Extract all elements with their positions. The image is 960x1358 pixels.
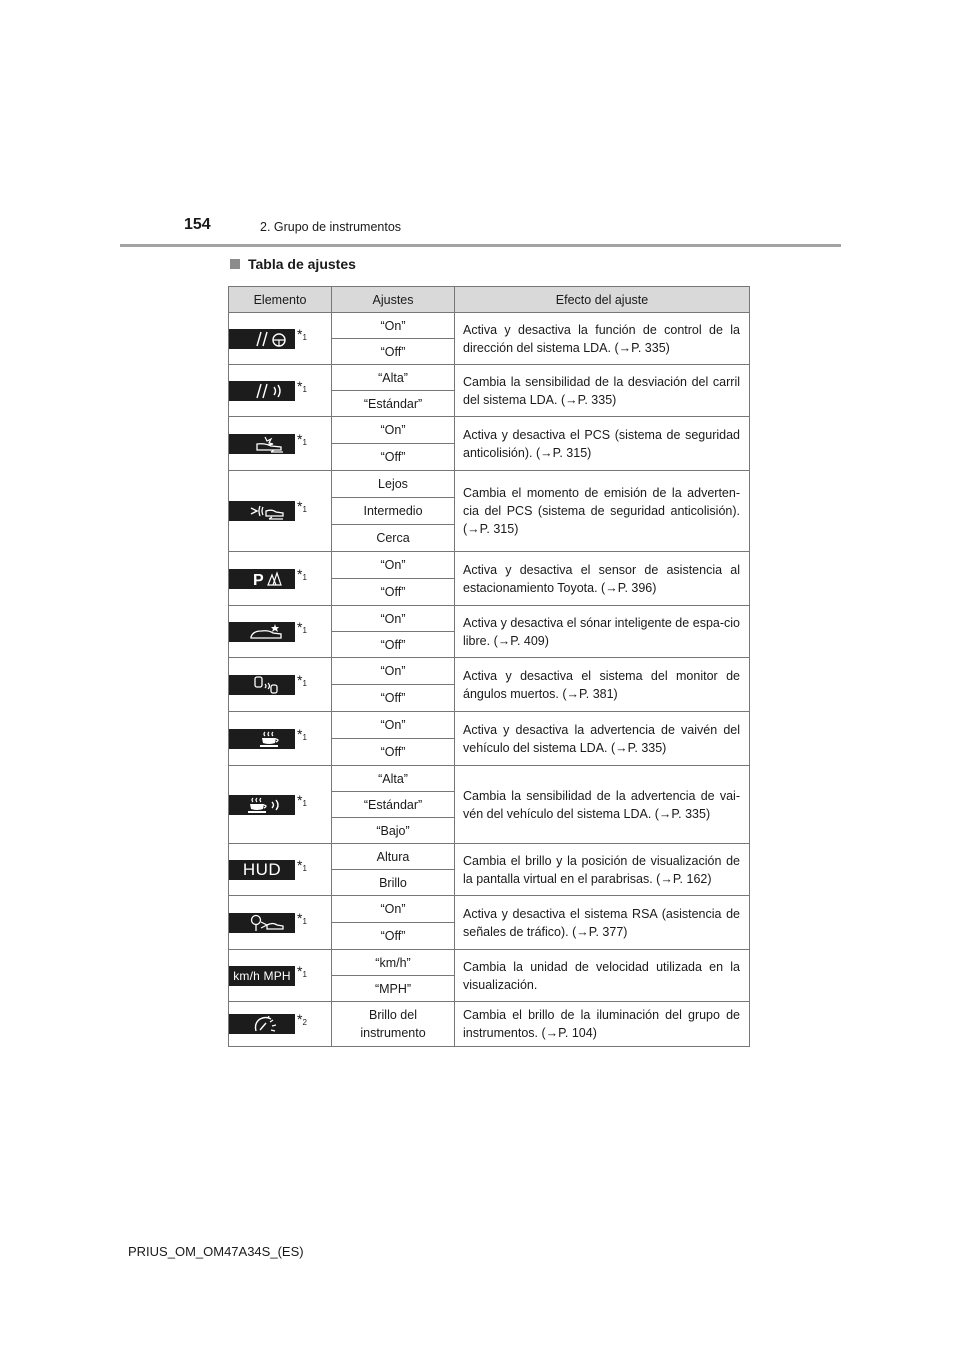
setting-value: “Off”: [332, 579, 455, 606]
element-cell: [229, 417, 332, 471]
effect-cell: Cambia el brillo y la posición de visualización de la pantalla virtual en el parabrisas. (→P. 162): [455, 844, 750, 896]
effect-cell: Cambia la sensibilidad de la advertencia de vai-vén del vehículo del sistema LDA. (→P. 335): [455, 766, 750, 844]
element-cell: [229, 896, 332, 950]
lane-departure-sensitivity-icon: [229, 381, 295, 401]
table-row: [229, 552, 750, 579]
setting-value: “Estándar”: [332, 391, 455, 417]
element-cell: [229, 606, 332, 658]
footnote-marker: $*_1$: [297, 856, 307, 873]
square-bullet-icon: [230, 259, 240, 269]
table-row: [229, 365, 750, 391]
element-cell: [229, 950, 332, 1002]
page-number: 154: [184, 216, 211, 233]
table-row: [229, 658, 750, 685]
setting-value: “On”: [332, 658, 455, 685]
setting-value: “Off”: [332, 739, 455, 766]
hud-icon-label: HUD: [242, 859, 282, 879]
effect-cell: Cambia la sensibilidad de la desviación del carril del sistema LDA. (→P. 335): [455, 365, 750, 417]
column-header-efecto: Efecto del ajuste: [455, 287, 750, 313]
element-cell: [229, 365, 332, 417]
setting-value: “Off”: [332, 632, 455, 658]
section-title: 2. Grupo de instrumentos: [260, 220, 402, 234]
vehicle-sway-coffee-icon: [229, 729, 295, 749]
table-row: [229, 896, 750, 923]
element-cell: [229, 313, 332, 365]
blind-spot-monitor-icon: [229, 675, 295, 695]
effect-cell: Cambia el brillo de la iluminación del grupo de instrumentos. (→P. 104): [455, 1002, 750, 1047]
pre-collision-icon: [229, 434, 295, 454]
footnote-marker: $*_1$: [297, 618, 307, 635]
setting-value: “On”: [332, 313, 455, 339]
element-cell: [229, 658, 332, 712]
footnote-marker: $*_1$: [297, 498, 307, 514]
table-row: [229, 606, 750, 632]
footnote-marker: $*_1$: [297, 430, 307, 447]
element-cell: [229, 844, 332, 896]
footnote-marker: $*_2$: [297, 1011, 307, 1027]
footnote-marker: $*_1$: [297, 791, 307, 808]
setting-value: “On”: [332, 712, 455, 739]
column-header-elemento: Elemento: [229, 287, 332, 313]
setting-value: “Off”: [332, 923, 455, 950]
setting-value: “On”: [332, 552, 455, 579]
table-row: [229, 1002, 750, 1047]
footnote-marker: $*_1$: [297, 909, 307, 926]
lane-departure-steering-icon: [229, 329, 295, 349]
instrument-brightness-icon: [229, 1014, 295, 1034]
effect-cell: Cambia la unidad de velocidad utilizada en la visualización.: [455, 950, 750, 1002]
header-rule: [120, 244, 841, 247]
table-heading-text: Tabla de ajustes: [248, 256, 356, 272]
setting-value: “Off”: [332, 685, 455, 712]
road-sign-assist-icon: [229, 913, 295, 933]
element-cell: [229, 766, 332, 844]
table-row: [229, 313, 750, 339]
table-heading: [230, 256, 356, 272]
table-row: [229, 417, 750, 444]
footnote-marker: $*_1$: [297, 565, 307, 582]
setting-value: “On”: [332, 606, 455, 632]
effect-cell: Activa y desactiva el PCS (sistema de seguridad anticolisión). (→P. 315): [455, 417, 750, 471]
setting-value: “On”: [332, 417, 455, 444]
setting-value: Brillo: [332, 870, 455, 896]
effect-cell: Activa y desactiva la función de control de la dirección del sistema LDA. (→P. 335): [455, 313, 750, 365]
setting-value: “Alta”: [332, 766, 455, 792]
parking-assist-icon: [229, 569, 295, 589]
effect-cell: Activa y desactiva el sónar inteligente de espa-cio libre. (→P. 409): [455, 606, 750, 658]
clearance-sonar-icon: [229, 622, 295, 642]
document-footer: PRIUS_OM_OM47A34S_(ES): [128, 1244, 304, 1259]
element-cell: [229, 471, 332, 552]
element-cell: [229, 712, 332, 766]
speed-unit-icon: [229, 966, 295, 986]
setting-value: “On”: [332, 896, 455, 923]
table-row: [229, 844, 750, 870]
footnote-marker: $*_1$: [297, 377, 307, 394]
setting-value: “MPH”: [332, 976, 455, 1002]
effect-cell: Activa y desactiva el sensor de asistencia al estacionamiento Toyota. (→P. 396): [455, 552, 750, 606]
footnote-marker: $*_1$: [297, 725, 307, 742]
footnote-marker: $*_1$: [297, 671, 307, 688]
setting-value: Lejos: [332, 471, 455, 498]
setting-value: “Off”: [332, 444, 455, 471]
table-row: [229, 471, 750, 498]
setting-value: “Bajo”: [332, 818, 455, 844]
setting-value: “Alta”: [332, 365, 455, 391]
table-row: [229, 766, 750, 792]
table-row: [229, 712, 750, 739]
vehicle-sway-sensitivity-icon: [229, 795, 295, 815]
effect-cell: Activa y desactiva el sistema RSA (asistencia de señales de tráfico). (→P. 377): [455, 896, 750, 950]
setting-value: Cerca: [332, 525, 455, 552]
effect-cell: Activa y desactiva el sistema del monitor de ángulos muertos. (→P. 381): [455, 658, 750, 712]
element-cell: [229, 1002, 332, 1047]
table-row: [229, 950, 750, 976]
speed-unit-icon-label: km/h MPH: [233, 968, 291, 983]
pre-collision-timing-icon: [229, 501, 295, 521]
setting-value: Altura: [332, 844, 455, 870]
effect-cell: Cambia el momento de emisión de la adverten-cia del PCS (sistema de seguridad anticolisión). (→P. 315): [455, 471, 750, 552]
setting-value: “Off”: [332, 339, 455, 365]
element-cell: [229, 552, 332, 606]
setting-value: “Estándar”: [332, 792, 455, 818]
settings-table: [228, 286, 750, 1047]
footnote-marker: $*_1$: [297, 325, 307, 342]
svg-text:P: P: [253, 571, 264, 588]
setting-value: Brillo del instrumento: [332, 1002, 455, 1047]
setting-value: Intermedio: [332, 498, 455, 525]
hud-icon: [229, 860, 295, 880]
effect-cell: Activa y desactiva la advertencia de vaivén del vehículo del sistema LDA. (→P. 335): [455, 712, 750, 766]
setting-value: “km/h”: [332, 950, 455, 976]
footnote-marker: $*_1$: [297, 962, 307, 979]
table-header-row: [229, 287, 750, 313]
column-header-ajustes: Ajustes: [332, 287, 455, 313]
